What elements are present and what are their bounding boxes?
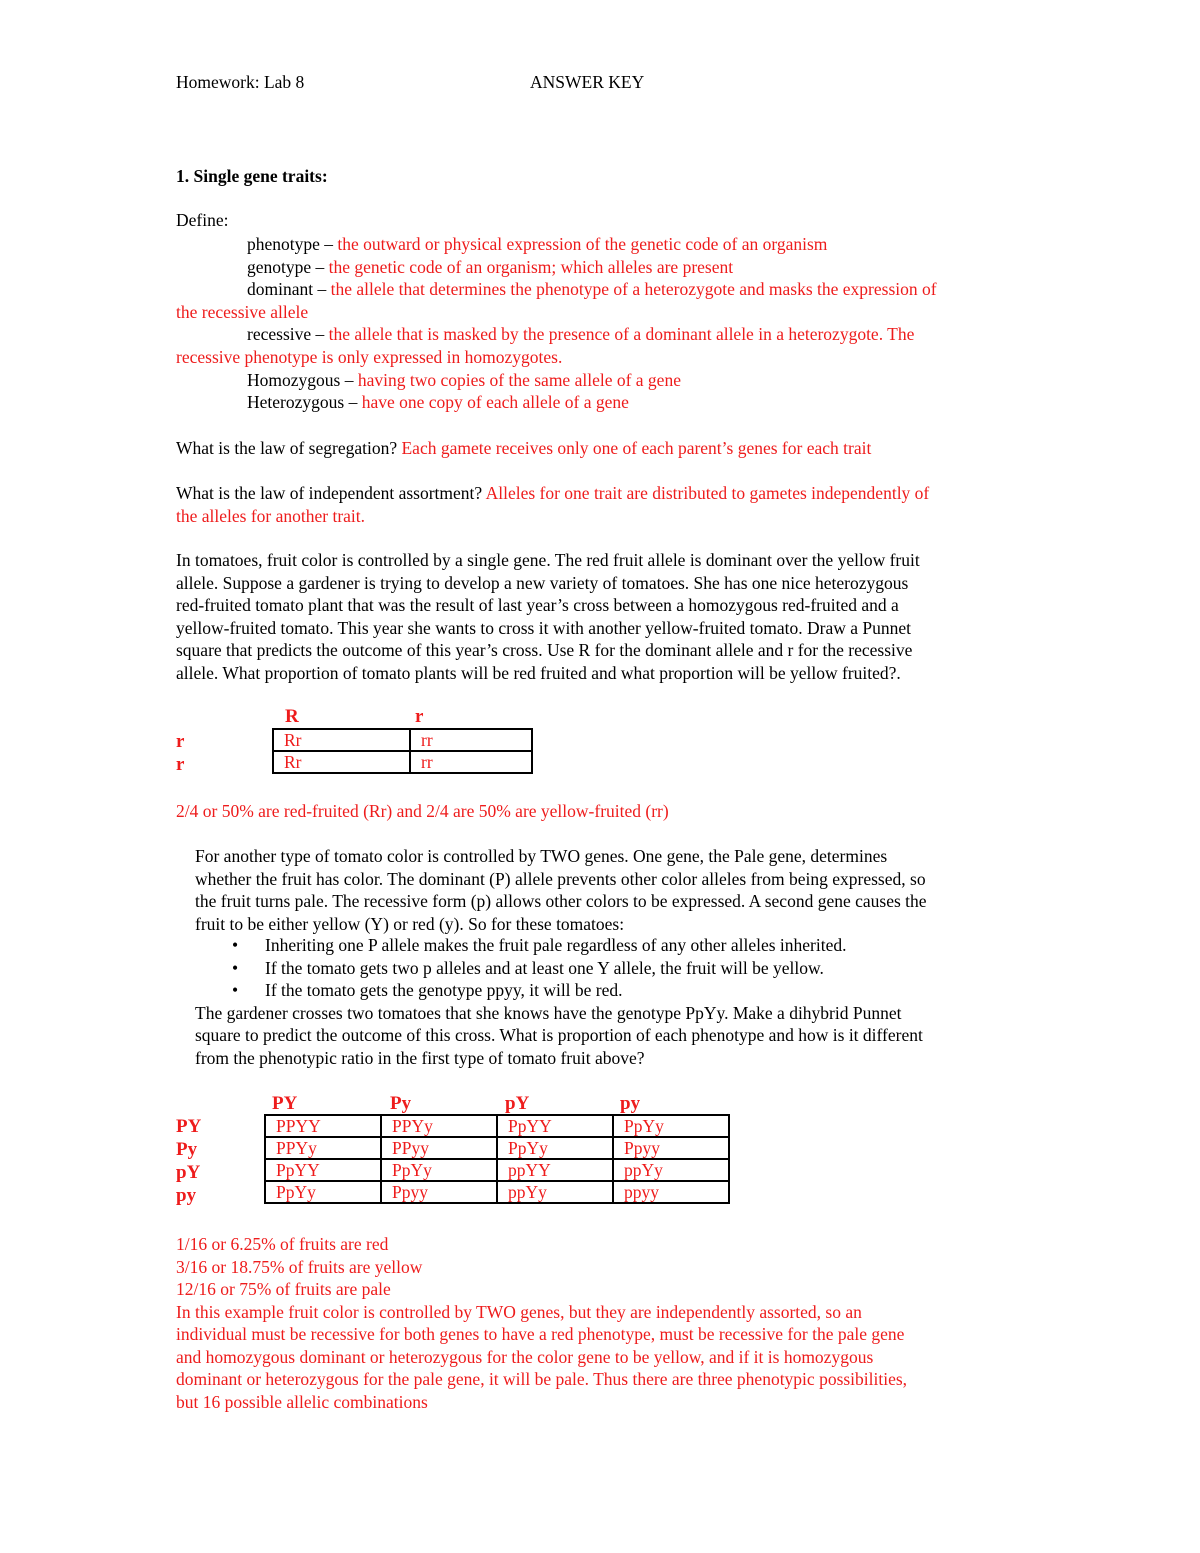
punnett-cell: Ppyy [381,1181,497,1203]
definition-recessive-cont: recessive phenotype is only expressed in homozygotes. [176,347,563,367]
intro-line: For another type of tomato color is controlled by TWO genes. One gene, the Pale gene, determines [195,846,888,866]
definition-heterozygous [247,391,629,413]
paragraph-line: allele. What proportion of tomato plants will be red fruited and what proportion will be yellow fruited?. [176,663,901,683]
answer: Each gamete receives only one of each parent’s genes for each trait [401,438,872,458]
intro-line: whether the fruit has color. The dominant (P) allele prevents other color alleles from being expressed, so [195,869,926,889]
question: What is the law of segregation? [176,438,402,458]
answer-line: dominant or heterozygous for the pale gene, it will be pale. Thus there are three phenotypic possibilities, [176,1369,908,1389]
intro-line: fruit to be either yellow (Y) or red (y). So for these tomatoes: [195,914,625,934]
punnett-cell: PPYy [381,1115,497,1137]
law-segregation [176,437,871,459]
list-item: If the tomato gets the genotype ppyy, it will be red. [265,980,623,1000]
paragraph-line: allele. Suppose a gardener is trying to develop a new variety of tomatoes. She has one nice heterozygous [176,573,909,593]
punnett-cell: PpYy [497,1137,613,1159]
punnett2-row-label: py [176,1185,197,1206]
bullet-icon: • [232,980,239,1000]
punnett-cell: Rr [273,751,410,773]
punnett1-col-label: r [415,706,424,727]
term-definition: the outward or physical expression of the genetic code of an organism [337,234,828,254]
table-row [265,1137,729,1159]
punnett-cell: ppYy [497,1181,613,1203]
definition-dominant [247,278,937,300]
table-row [265,1115,729,1137]
punnett2-col-label: Py [390,1093,412,1114]
term: recessive – [247,324,329,344]
term-definition: having two copies of the same allele of a gene [357,370,681,390]
punnett1-answer: 2/4 or 50% are red-fruited (Rr) and 2/4 are 50% are yellow-fruited (rr) [176,801,669,821]
definition-genotype [247,256,733,278]
punnett-cell: ppYy [613,1159,729,1181]
punnett-cell: rr [410,751,532,773]
intro-line: the fruit turns pale. The recessive form (p) allows other colors to be expressed. A second gene causes the [195,891,927,911]
paragraph-line: red-fruited tomato plant that was the result of last year’s cross between a homozygous red-fruited and a [176,595,899,615]
punnett-cell: ppYY [497,1159,613,1181]
paragraph-line: In tomatoes, fruit color is controlled by a single gene. The red fruit allele is dominant over the yellow fruit [176,550,920,570]
punnett2-row-label: pY [176,1162,201,1183]
answer-line: In this example fruit color is controlled by TWO genes, but they are independently assorted, so an [176,1302,862,1322]
punnett-cell: rr [410,729,532,751]
table-row [273,729,532,751]
term-definition: the genetic code of an organism; which alleles are present [328,257,734,277]
question-line: The gardener crosses two tomatoes that she knows have the genotype PpYy. Make a dihybrid Punnet [195,1003,902,1023]
paragraph-line: square that predicts the outcome of this year’s cross. Use R for the dominant allele and r for the recessive [176,640,913,660]
definition-recessive [247,323,914,345]
question-line: square to predict the outcome of this cross. What is proportion of each phenotype and how is it different [195,1025,923,1045]
bullet-icon: • [232,958,239,978]
punnett-square-1 [272,728,533,774]
definition-homozygous [247,369,681,391]
answer-line: 3/16 or 18.75% of fruits are yellow [176,1257,423,1277]
punnett-cell: PpYy [613,1115,729,1137]
term: Heterozygous – [247,392,362,412]
list-item: Inheriting one P allele makes the fruit pale regardless of any other alleles inherited. [265,935,847,955]
define-label: Define: [176,210,229,230]
paragraph-line: yellow-fruited tomato. This year she wants to cross it with another yellow-fruited tomato. Draw a Punnet [176,618,911,638]
punnett1-col-label: R [285,706,299,727]
punnett2-row-label: Py [176,1139,198,1160]
law-assortment [176,482,929,504]
answer-line: but 16 possible allelic combinations [176,1392,428,1412]
term-definition: the allele that is masked by the presence of a dominant allele in a heterozygote. The [328,324,915,344]
punnett-cell: PPyy [381,1137,497,1159]
punnett-cell: PpYY [497,1115,613,1137]
bullet-icon: • [232,935,239,955]
punnett-cell: PpYY [265,1159,381,1181]
punnett2-col-label: PY [272,1093,298,1114]
answer: Alleles for one trait are distributed to gametes independently of [485,483,930,503]
punnett2-col-label: pY [505,1093,530,1114]
punnett-cell: PPYY [265,1115,381,1137]
term: phenotype – [247,234,338,254]
list-item: If the tomato gets two p alleles and at least one Y allele, the fruit will be yellow. [265,958,824,978]
punnett-cell: PpYy [265,1181,381,1203]
header-left: Homework: Lab 8 [176,72,305,92]
punnett-cell: Ppyy [613,1137,729,1159]
law-assortment-cont: the alleles for another trait. [176,506,366,526]
definition-phenotype [247,233,827,255]
punnett1-row-label: r [176,731,185,752]
term: genotype – [247,257,329,277]
table-row [273,751,532,773]
section-heading: 1. Single gene traits: [176,166,328,186]
header-right: ANSWER KEY [530,72,645,92]
punnett-square-2 [264,1114,730,1204]
punnett2-col-label: py [620,1093,641,1114]
punnett-cell: ppyy [613,1181,729,1203]
answer-line: individual must be recessive for both genes to have a red phenotype, must be recessive for the pale gene [176,1324,905,1344]
question: What is the law of independent assortment? [176,483,486,503]
punnett-cell: Rr [273,729,410,751]
punnett-cell: PPYy [265,1137,381,1159]
question-line: from the phenotypic ratio in the first type of tomato fruit above? [195,1048,645,1068]
term: Homozygous – [247,370,358,390]
answer-line: and homozygous dominant or heterozygous for the color gene to be yellow, and if it is homozygous [176,1347,874,1367]
punnett-cell: PpYy [381,1159,497,1181]
term: dominant – [247,279,331,299]
table-row [265,1159,729,1181]
table-row [265,1181,729,1203]
answer-line: 12/16 or 75% of fruits are pale [176,1279,391,1299]
punnett1-row-label: r [176,754,185,775]
definition-dominant-cont: the recessive allele [176,302,309,322]
term-definition: the allele that determines the phenotype of a heterozygote and masks the expression of [330,279,937,299]
punnett2-row-label: PY [176,1116,202,1137]
answer-line: 1/16 or 6.25% of fruits are red [176,1234,389,1254]
term-definition: have one copy of each allele of a gene [361,392,629,412]
